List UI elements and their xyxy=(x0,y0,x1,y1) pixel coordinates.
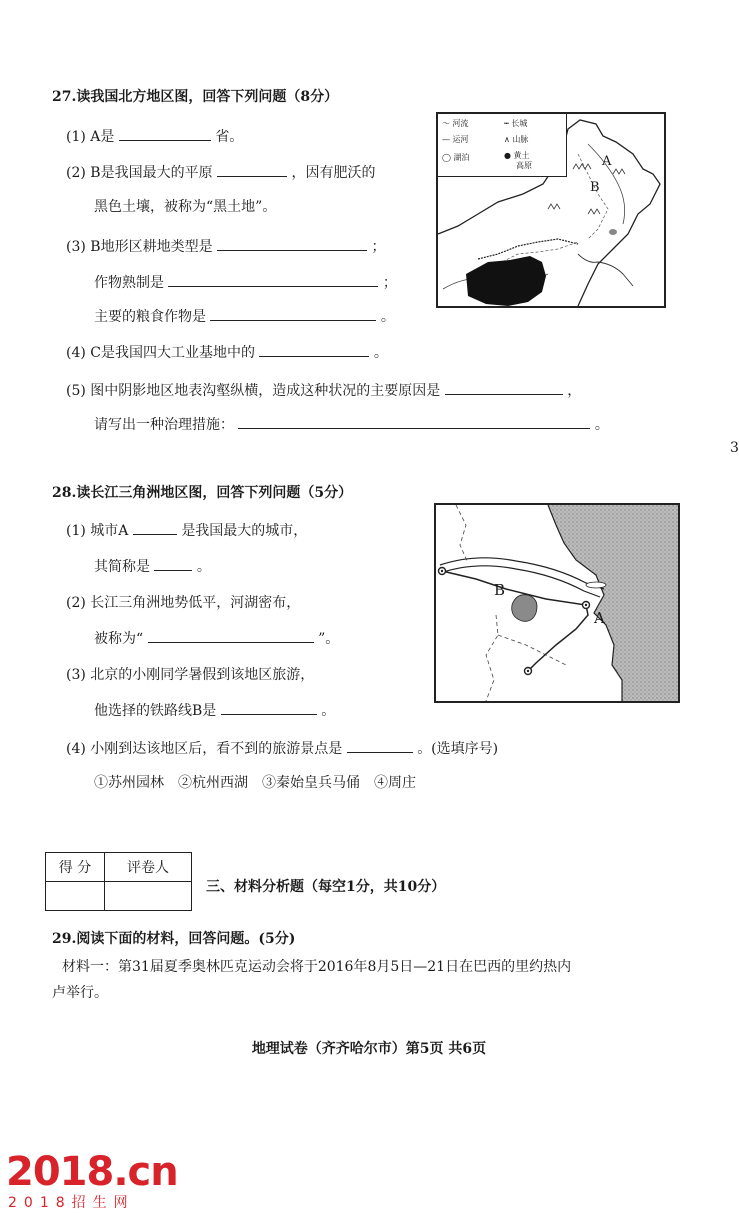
q27-part3-grain-end: 。 xyxy=(380,309,395,325)
watermark-sub: 2018招生网 xyxy=(8,1195,135,1211)
map-label-b: B xyxy=(590,180,600,195)
q28-part4-end: 。(选填序号) xyxy=(417,741,499,757)
answer-blank[interactable] xyxy=(148,628,314,643)
answer-blank[interactable] xyxy=(168,272,378,287)
q27-part5-measure-text: 请写出一种治理措施： xyxy=(94,417,234,433)
legend-mountain: ∧ 山脉 xyxy=(504,135,529,144)
q27-part4 xyxy=(66,342,388,362)
map-label-b: B xyxy=(494,581,506,599)
watermark-main: 2018.cn xyxy=(6,1149,178,1195)
north-china-map xyxy=(436,112,666,308)
q27-title: 27.读我国北方地区图，回答下列问题（8分） xyxy=(52,89,339,105)
answer-blank[interactable] xyxy=(347,738,413,753)
q27-part3-text: (3) B地形区耕地类型是 xyxy=(66,239,213,255)
answer-blank[interactable] xyxy=(210,306,376,321)
q28-part1-abbr-end: 。 xyxy=(196,559,211,575)
map-label-a: A xyxy=(594,609,605,627)
q27-part5 xyxy=(66,380,581,400)
q27-part4-end: 。 xyxy=(373,345,388,361)
q28-part4-text: (4) 小刚到达该地区后，看不到的旅游景点是 xyxy=(66,741,343,757)
reviewer-header: 评卷人 xyxy=(105,853,192,882)
q27-part2-end: ，因有肥沃的 xyxy=(291,165,376,181)
legend-lake: ◯ 湖泊 xyxy=(442,153,470,162)
yangtze-delta-map xyxy=(434,503,680,703)
q28-part2-name-text: 被称为“ xyxy=(94,631,144,647)
edge-mark: 3 xyxy=(730,440,739,456)
q28-part1-abbr-text: 其简称是 xyxy=(94,559,150,575)
watermark-logo xyxy=(6,1150,178,1212)
legend-wall: ┅ 长城 xyxy=(504,119,528,128)
map-legend xyxy=(438,114,567,177)
answer-blank[interactable] xyxy=(445,380,563,395)
answer-blank[interactable] xyxy=(217,236,367,251)
q28-part2-name-end: ”。 xyxy=(318,631,340,647)
q27-part5-measure-end: 。 xyxy=(594,417,609,433)
legend-canal: — 运河 xyxy=(442,135,469,144)
answer-blank[interactable] xyxy=(221,700,317,715)
q28-part1-text: (1) 城市A xyxy=(66,523,129,539)
yangtze-delta-map-graphic xyxy=(436,505,678,701)
legend-loess: ● 黄土 xyxy=(504,151,530,160)
q27-part3-crop-text: 作物熟制是 xyxy=(94,275,164,291)
q28-part4 xyxy=(66,738,498,758)
q27-part3-crop-end: ； xyxy=(382,275,397,291)
q27-part2 xyxy=(66,162,375,182)
q27-part1-end: 省。 xyxy=(215,129,244,145)
answer-blank[interactable] xyxy=(238,414,590,429)
q27-part1-text: (1) A是 xyxy=(66,129,115,145)
q27-part3-crop xyxy=(94,272,397,292)
q28-options: ①苏州园林 ②杭州西湖 ③秦始皇兵马俑 ④周庄 xyxy=(94,775,416,791)
answer-blank[interactable] xyxy=(217,162,287,177)
answer-blank[interactable] xyxy=(119,126,211,141)
q28-part3-rail-text: 他选择的铁路线B是 xyxy=(94,703,217,719)
score-table xyxy=(45,852,192,911)
q27-part3 xyxy=(66,236,385,256)
page-footer: 地理试卷（齐齐哈尔市）第5页 共6页 xyxy=(251,1041,487,1057)
q27-part5-measure xyxy=(94,414,609,434)
section-3-title: 三、材料分析题（每空1分，共10分） xyxy=(206,879,446,895)
q28-part1-abbr xyxy=(94,556,211,576)
q27-part3-grain xyxy=(94,306,395,326)
q27-part4-text: (4) C是我国四大工业基地中的 xyxy=(66,345,255,361)
q28-part3-rail xyxy=(94,700,335,720)
q29-title: 29.阅读下面的材料，回答问题。(5分) xyxy=(52,931,296,947)
score-header: 得 分 xyxy=(46,853,105,882)
q27-part3-grain-text: 主要的粮食作物是 xyxy=(94,309,206,325)
score-cell[interactable] xyxy=(46,882,105,911)
q27-part3-end: ； xyxy=(371,239,386,255)
q29-material-1-cont: 卢举行。 xyxy=(52,985,108,1001)
reviewer-cell[interactable] xyxy=(105,882,192,911)
q27-part5-end: ， xyxy=(567,383,582,399)
map-label-a: A xyxy=(602,154,612,169)
q28-part3-rail-end: 。 xyxy=(321,703,336,719)
answer-blank[interactable] xyxy=(259,342,369,357)
q28-part2: (2) 长江三角洲地势低平，河湖密布， xyxy=(66,595,301,611)
q28-part3: (3) 北京的小刚同学暑假到该地区旅游， xyxy=(66,667,315,683)
q28-title: 28.读长江三角洲地区图，回答下列问题（5分） xyxy=(52,485,353,501)
q27-part1 xyxy=(66,126,243,146)
q27-part2-text: (2) B是我国最大的平原 xyxy=(66,165,213,181)
answer-blank[interactable] xyxy=(154,556,192,571)
q27-part5-text: (5) 图中阴影地区地表沟壑纵横，造成这种状况的主要原因是 xyxy=(66,383,441,399)
q27-part2-cont: 黑色土壤，被称为“黑土地”。 xyxy=(94,199,277,215)
q29-material-1: 材料一：第31届夏季奥林匹克运动会将于2016年8月5日—21日在巴西的里约热内 xyxy=(62,959,572,975)
q28-part2-name xyxy=(94,628,339,648)
legend-loess-2: 高原 xyxy=(516,161,532,170)
legend-river: 〜 河流 xyxy=(442,119,469,128)
answer-blank[interactable] xyxy=(133,520,177,535)
q28-part1-end: 是我国最大的城市， xyxy=(181,523,308,539)
q28-part1 xyxy=(66,520,307,540)
